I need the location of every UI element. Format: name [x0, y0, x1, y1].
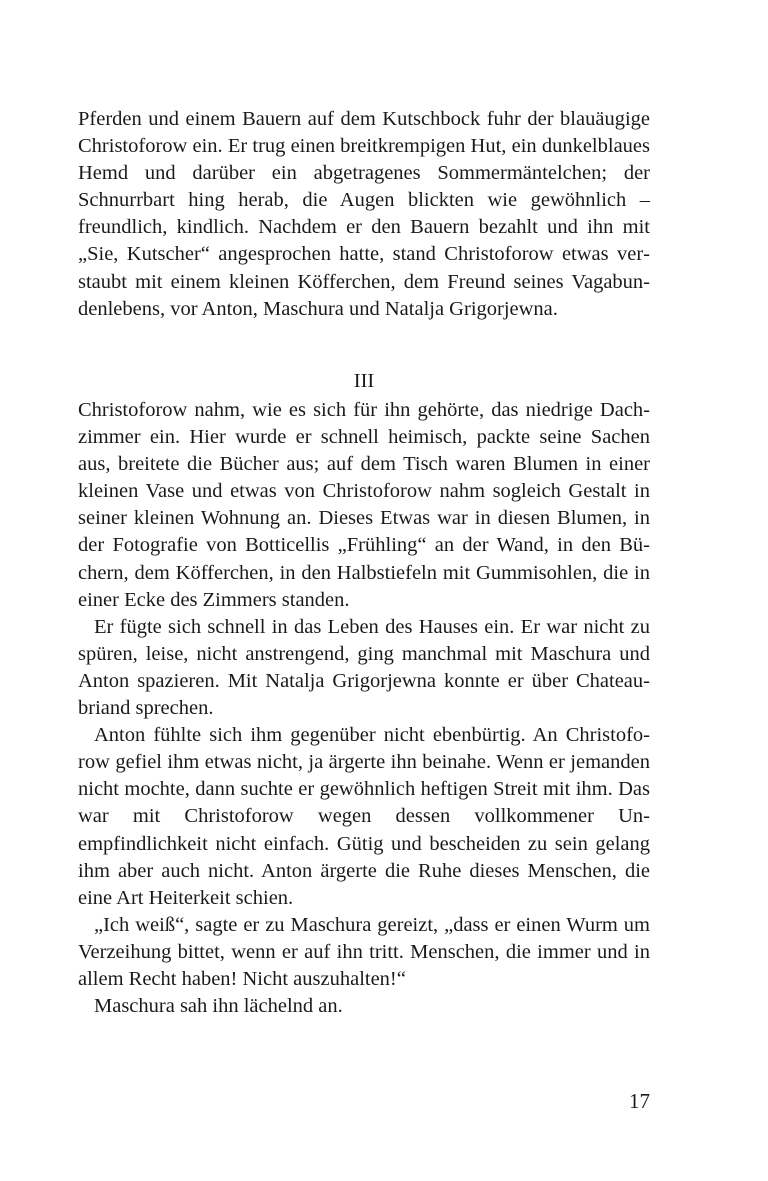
opening-paragraph: Pferden und einem Bauern auf dem Kutschbock fuhr der blauäugige Christoforow ein. Er trug einen breitkrempigen Hut, ein dunkelblaues Hemd und darüber ein abgetragenes Sommermäntelchen; der Schnurrbart hing herab, die Augen blickten wie gewöhnlich – freundlich, kindlich. Nachdem er den Bauern bezahlt und ihn mit „Sie, Kutscher“ angesprochen hatte, stand Christoforow etwas verstaubt mit einem kleinen Köfferchen, dem Freund seines Vagabundenlebens, vor Anton, Maschura und Natalja Grigorjewna. — [78, 108, 650, 320]
paragraph-4: „Ich weiß“, sagte er zu Maschura gereizt, „dass er einen Wurm um Verzeihung bittet, wenn er auf ihn tritt. Menschen, die immer und in allem Recht haben! Nicht auszuhalten!“ — [78, 913, 650, 990]
page-number: 17 — [629, 1089, 650, 1113]
section-heading: III — [353, 370, 375, 392]
paragraph-1: Christoforow nahm, wie es sich für ihn gehörte, das niedrige Dachzimmer ein. Hier wurde er schnell heimisch, packte seine Sachen aus, breitete die Bücher aus; auf dem Tisch waren Blumen in einer kleinen Vase und etwas von Christoforow nahm sogleich Gestalt in seiner kleinen Wohnung an. Dieses Etwas war in diesen Blumen, in der Fotografie von Botticellis „Frühling“ an der Wand, in den Büchern, dem Köfferchen, in den Halbstiefeln mit Gummisohlen, die in einer Ecke des Zimmers standen. — [78, 399, 650, 611]
paragraph-2: Er fügte sich schnell in das Leben des Hauses ein. Er war nicht zu spüren, leise, nicht anstrengend, ging manchmal mit Maschura und Anton spazieren. Mit Natalja Grigorjewna konnte er über Chateaubriand sprechen. — [78, 615, 650, 720]
opening-text-block — [78, 106, 650, 323]
section-text-block — [78, 397, 650, 1020]
paragraph-3: Anton fühlte sich ihm gegenüber nicht ebenbürtig. An Christoforow gefiel ihm etwas nicht, ja ärgerte ihn beinahe. Wenn er jemanden nicht mochte, dann suchte er gewöhnlich heftigen Streit mit ihm. Das war mit Christoforow wegen dessen vollkommener Unempfindlichkeit nicht einfach. Gütig und bescheiden zu sein gelang ihm aber auch nicht. Anton ärgerte die Ruhe dieses Menschen, die eine Art Heiterkeit schien. — [78, 724, 650, 909]
paragraph-5: Maschura sah ihn lächelnd an. — [94, 995, 343, 1018]
